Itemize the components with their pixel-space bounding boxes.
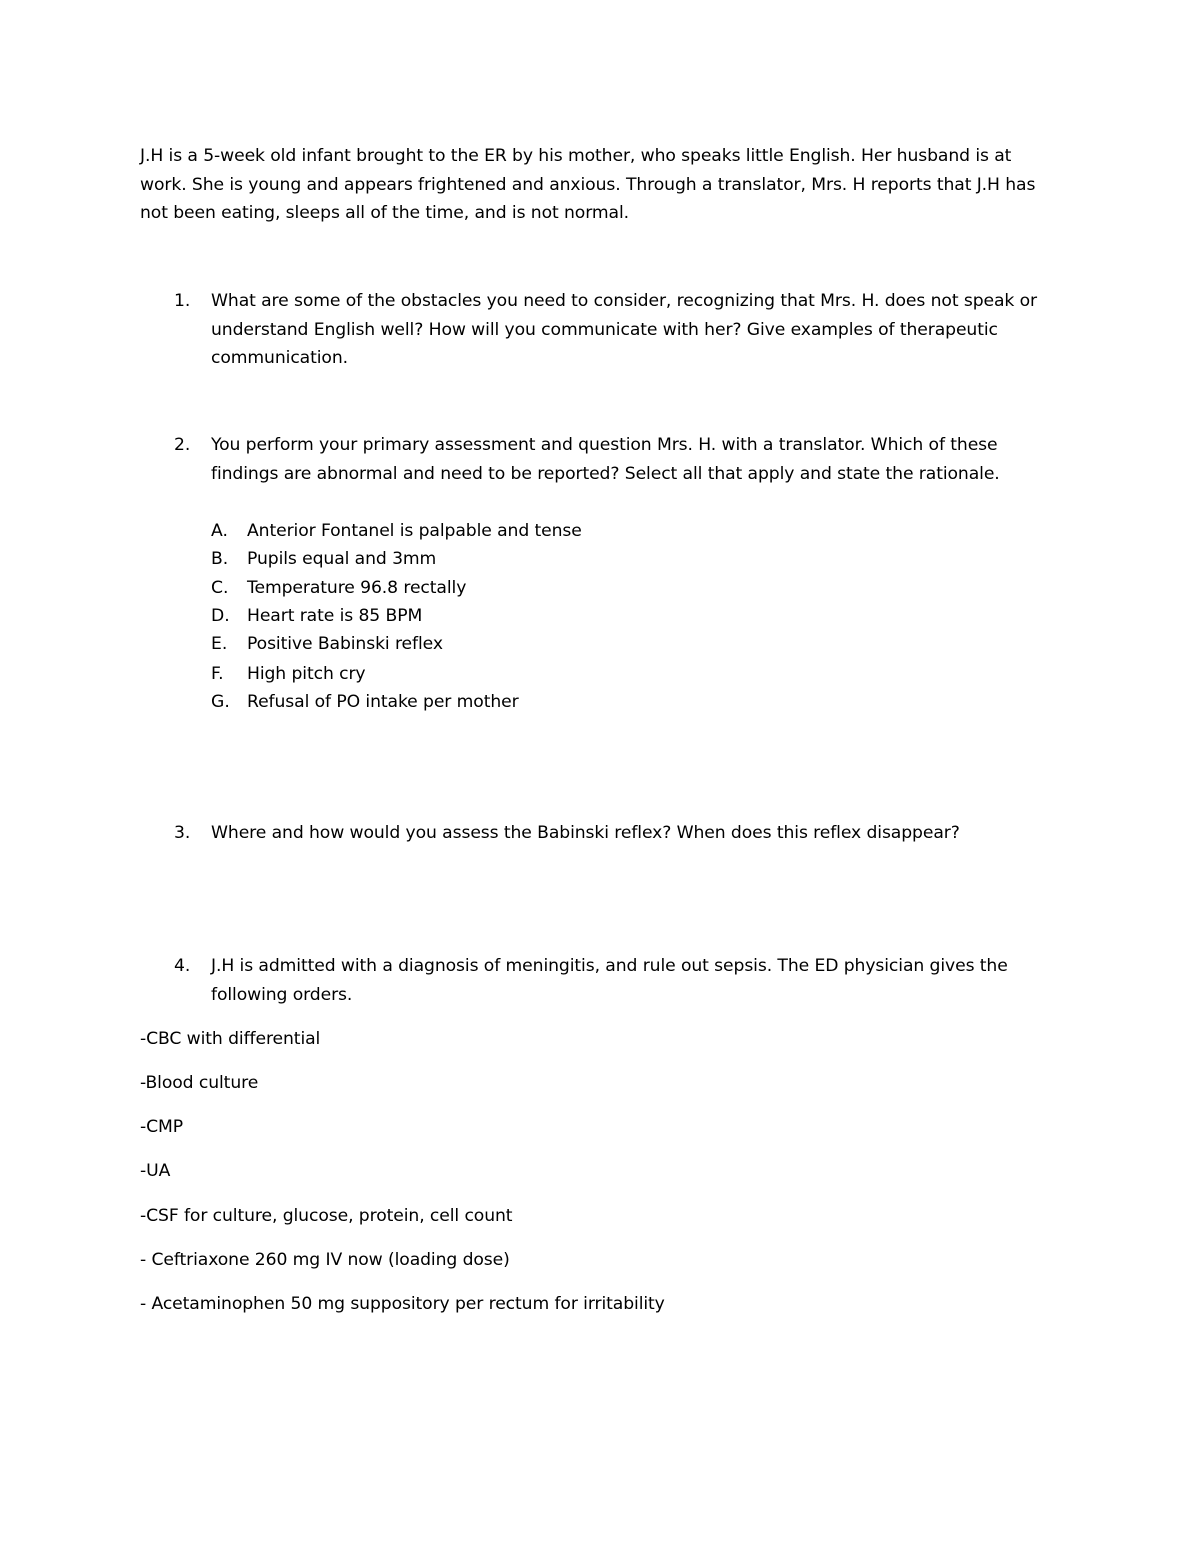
- intro-line: not been eating, sleeps all of the time, and is not normal.: [140, 203, 629, 223]
- question-text: [211, 287, 1037, 373]
- question-line: You perform your primary assessment and question Mrs. H. with a translator. Which of these: [211, 435, 998, 455]
- question-line: understand English well? How will you communicate with her? Give examples of therapeutic: [211, 319, 998, 340]
- intro-paragraph: [140, 142, 1080, 228]
- order-item: -CSF for culture, glucose, protein, cell count: [140, 1206, 513, 1226]
- option-letter: B.: [211, 549, 229, 569]
- question-line: Where and how would you assess the Babinski reflex? When does this reflex disappear?: [211, 823, 960, 843]
- order-item: -Blood culture: [140, 1073, 259, 1093]
- option-text: Temperature 96.8 rectally: [247, 578, 467, 598]
- order-item: - Ceftriaxone 260 mg IV now (loading dose): [140, 1250, 510, 1270]
- option-text: High pitch cry: [247, 664, 366, 684]
- question-line: What are some of the obstacles you need to consider, recognizing that Mrs. H. does not speak or: [211, 291, 1038, 311]
- option-letter: F.: [211, 664, 224, 684]
- option-text: Anterior Fontanel is palpable and tense: [247, 521, 582, 541]
- question-line: communication.: [211, 348, 348, 368]
- intro-line: work. She is young and appears frightened and anxious. Through a translator, Mrs. H reports that J.H has: [140, 174, 1036, 195]
- option-text: Refusal of PO intake per mother: [247, 692, 519, 712]
- question-text: [211, 819, 960, 848]
- question-number: 4.: [174, 956, 191, 976]
- question-line: findings are abnormal and need to be reported? Select all that apply and state the rationale.: [211, 463, 1000, 484]
- question-text: [211, 952, 1008, 1009]
- order-item: -CBC with differential: [140, 1029, 321, 1049]
- question-number: 3.: [174, 823, 191, 843]
- question-number: 1.: [174, 291, 191, 311]
- option-text: Heart rate is 85 BPM: [247, 606, 423, 626]
- question-number: 2.: [174, 435, 191, 455]
- option-letter: C.: [211, 578, 229, 598]
- option-letter: E.: [211, 634, 228, 654]
- order-item: -CMP: [140, 1117, 183, 1137]
- option-letter: G.: [211, 692, 230, 712]
- question-text: [211, 431, 1000, 488]
- option-text: Pupils equal and 3mm: [247, 549, 437, 569]
- question-line: following orders.: [211, 984, 353, 1005]
- option-letter: D.: [211, 606, 230, 626]
- option-text: Positive Babinski reflex: [247, 634, 443, 654]
- intro-line: J.H is a 5-week old infant brought to the ER by his mother, who speaks little English. Her husband is at: [140, 146, 1012, 166]
- order-item: - Acetaminophen 50 mg suppository per rectum for irritability: [140, 1294, 665, 1314]
- question-line: J.H is admitted with a diagnosis of meningitis, and rule out sepsis. The ED physician gives the: [211, 956, 1008, 976]
- order-item: -UA: [140, 1161, 171, 1181]
- option-letter: A.: [211, 521, 228, 541]
